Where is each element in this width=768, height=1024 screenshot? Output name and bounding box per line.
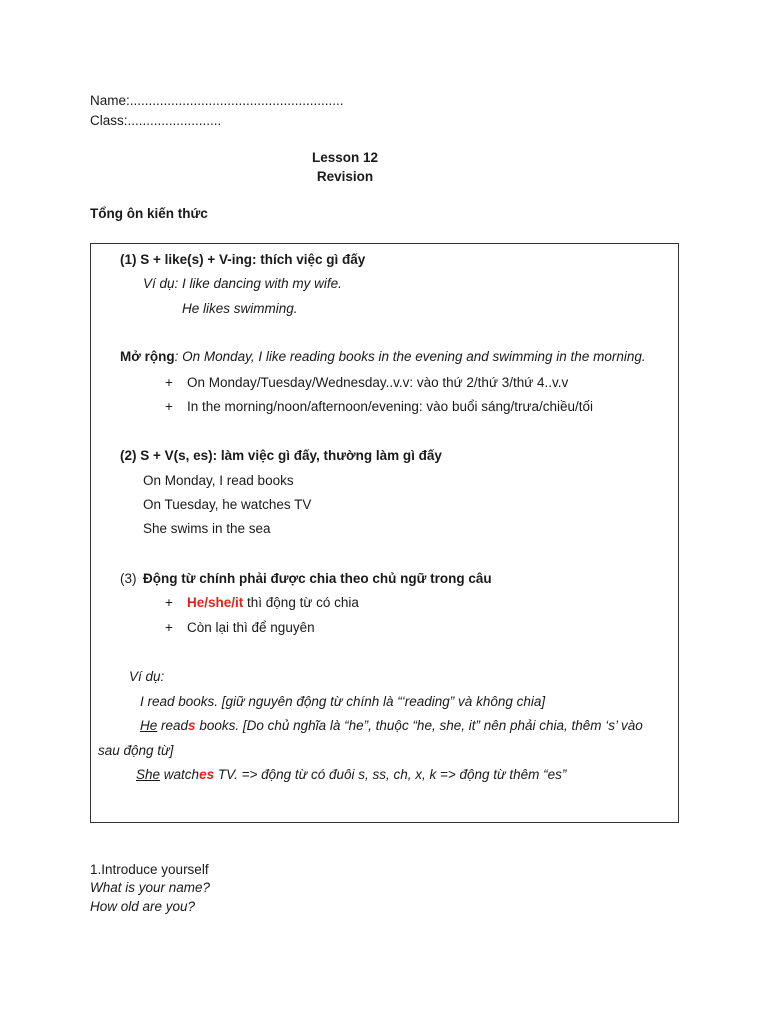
- extension-label: Mở rộng: [120, 349, 175, 364]
- rule3-heading: Động từ chính phải được chia theo chủ ngữ trong câu: [143, 571, 492, 586]
- rule1-heading: (1) S + like(s) + V-ing: thích việc gì đấy: [120, 252, 366, 267]
- bullet-symbol: +: [165, 620, 173, 635]
- extension-line: [120, 349, 646, 364]
- bullet-symbol: +: [165, 399, 173, 414]
- verb-suffix: s: [188, 718, 196, 733]
- subject-highlight: He/she/it: [187, 595, 244, 610]
- extension-bullet-1: On Monday/Tuesday/Wednesday..v.v: vào thứ 2/thứ 3/thứ 4..v.v: [187, 375, 569, 390]
- example-rest: TV. => động từ có đuôi s, ss, ch, x, k => động từ thêm “es”: [214, 767, 567, 782]
- extension-text: : On Monday, I like reading books in the evening and swimming in the morning.: [174, 349, 646, 364]
- example-line-1: I read books. [giữ nguyên động từ chính là “‘reading” và không chia]: [140, 694, 546, 709]
- examples-label: Ví dụ:: [129, 669, 165, 684]
- example-verb: watch: [160, 767, 200, 782]
- bullet-symbol: +: [165, 375, 173, 390]
- lesson-title: Lesson 12: [311, 150, 379, 165]
- example-text: : I like dancing with my wife.: [174, 276, 342, 291]
- example-subject: He: [140, 718, 158, 733]
- name-line: Name:.........................................................: [90, 93, 344, 108]
- extension-bullet-2: In the morning/noon/afternoon/evening: vào buổi sáng/trưa/chiều/tối: [187, 399, 594, 414]
- rule1-example2: He likes swimming.: [182, 301, 298, 316]
- example-line-3: [136, 767, 566, 782]
- question-1: What is your name?: [90, 880, 211, 895]
- rule3-bullet-2: Còn lại thì để nguyên: [187, 620, 315, 635]
- summary-heading: Tổng ôn kiến thức: [90, 206, 208, 221]
- example-line-2: [140, 718, 643, 733]
- example-subject: She: [136, 767, 161, 782]
- example-verb: read: [157, 718, 189, 733]
- lesson-topic: Revision: [316, 169, 374, 184]
- rule3-bullet-1: [187, 595, 359, 610]
- rule2-example-1: On Monday, I read books: [143, 473, 294, 488]
- example-rest: books. [Do chủ nghĩa là “he”, thuộc “he, she, it” nên phải chia, thêm ‘s’ vào: [195, 718, 643, 733]
- rule1-example1: [143, 276, 342, 291]
- class-line: Class:.........................: [90, 113, 222, 128]
- rule2-heading: (2) S + V(s, es): làm việc gì đấy, thường làm gì đấy: [120, 448, 442, 463]
- example-line-2-cont: sau động từ]: [98, 743, 174, 758]
- rule2-example-2: On Tuesday, he watches TV: [143, 497, 312, 512]
- verb-suffix: es: [199, 767, 215, 782]
- rule3-number: (3): [120, 571, 137, 586]
- section1-heading: 1.Introduce yourself: [90, 862, 209, 877]
- bullet-symbol: +: [165, 595, 173, 610]
- question-2: How old are you?: [90, 899, 196, 914]
- rule2-example-3: She swims in the sea: [143, 521, 271, 536]
- example-label: Ví dụ: [143, 276, 175, 291]
- rule3-bullet-1-rest: thì động từ có chia: [243, 595, 359, 610]
